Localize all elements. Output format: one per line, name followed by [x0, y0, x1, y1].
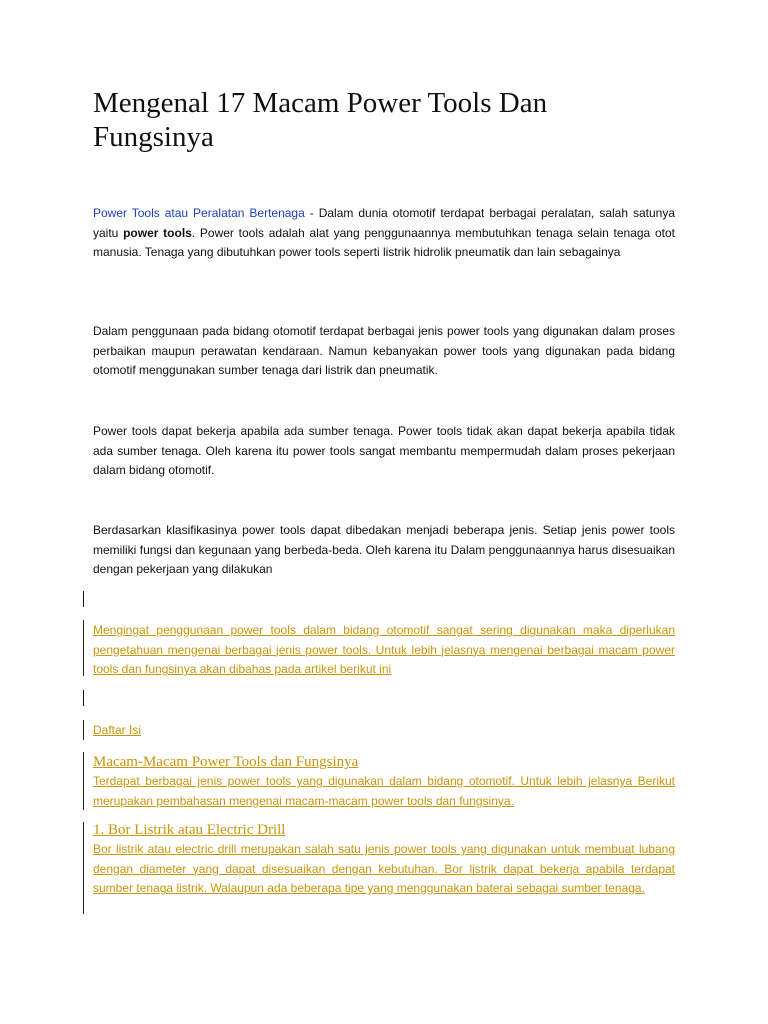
page-title: Mengenal 17 Macam Power Tools Dan Fungsinya	[93, 87, 548, 153]
text-cursor-marker	[83, 591, 84, 607]
margin-bracket	[83, 822, 84, 914]
toc-link[interactable]: Daftar Isi	[93, 723, 142, 737]
section-text-macam[interactable]: Terdapat berbagai jenis power tools yang digunakan dalam bidang otomotif. Untuk lebih jelasnya Berikut merupakan pembahasan mengenai macam-macam power tools dan fungsinya.	[93, 774, 675, 808]
margin-bracket	[83, 752, 84, 810]
intro-paragraph	[93, 204, 675, 263]
text-cursor-marker	[83, 690, 84, 706]
margin-bracket	[83, 720, 84, 740]
intro-link[interactable]: Power Tools atau Peralatan Bertenaga	[93, 206, 305, 220]
margin-bracket	[83, 620, 84, 676]
paragraph-3: Power tools dapat bekerja apabila ada sumber tenaga. Power tools tidak akan dapat bekerja apabila tidak ada sumber tenaga. Oleh karena itu power tools sangat membantu mempermudah dalam proses pekerjaan dalam bidang otomotif.	[93, 424, 675, 478]
intro-rest-text: . Power tools adalah alat yang penggunaannya membutuhkan tenaga selain tenaga otot manusia. Tenaga yang dibutuhkan power tools seperti listrik hidrolik pneumatik dan lain sebagainya	[93, 225, 675, 260]
intro-bold-term: power tools	[123, 225, 192, 240]
linked-paragraph[interactable]: Mengingat penggunaan power tools dalam bidang otomotif sangat sering digunakan maka diperlukan pengetahuan mengenai berbagai jenis power tools. Untuk lebih jelasnya mengenai berbagai macam power tools dan fungsinya akan dibahas pada artikel berikut ini	[93, 623, 675, 677]
section-heading-bor-listrik[interactable]: 1. Bor Listrik atau Electric Drill	[93, 822, 286, 838]
intro-lead-text: - Dalam dunia otomotif terdapat berbagai peralatan, salah satunya yaitu	[93, 206, 676, 240]
paragraph-2: Dalam penggunaan pada bidang otomotif terdapat berbagai jenis power tools yang digunakan dalam proses perbaikan maupun perawatan kendaraan. Namun kebanyakan power tools yang digunakan pada bidang otomotif menggunakan sumber tenaga dari listrik dan pneumatik.	[93, 324, 675, 378]
section-heading-macam[interactable]: Macam-Macam Power Tools dan Fungsinya	[93, 754, 359, 770]
paragraph-4: Berdasarkan klasifikasinya power tools dapat dibedakan menjadi beberapa jenis. Setiap jenis power tools memiliki fungsi dan kegunaan yang berbeda-beda. Oleh karena itu Dalam penggunaannya harus disesuaikan dengan pekerjaan yang dilakukan	[93, 523, 675, 577]
section-text-bor-listrik[interactable]: Bor listrik atau electric drill merupakan salah satu jenis power tools yang digunakan untuk membuat lubang dengan diameter yang dapat disesuaikan dengan kebutuhan. Bor listrik dapat bekerja apabila terdapat sumber tenaga listrik. Walaupun ada beberapa tipe yang menggunakan baterai sebagai sumber tenaga.	[93, 842, 675, 896]
